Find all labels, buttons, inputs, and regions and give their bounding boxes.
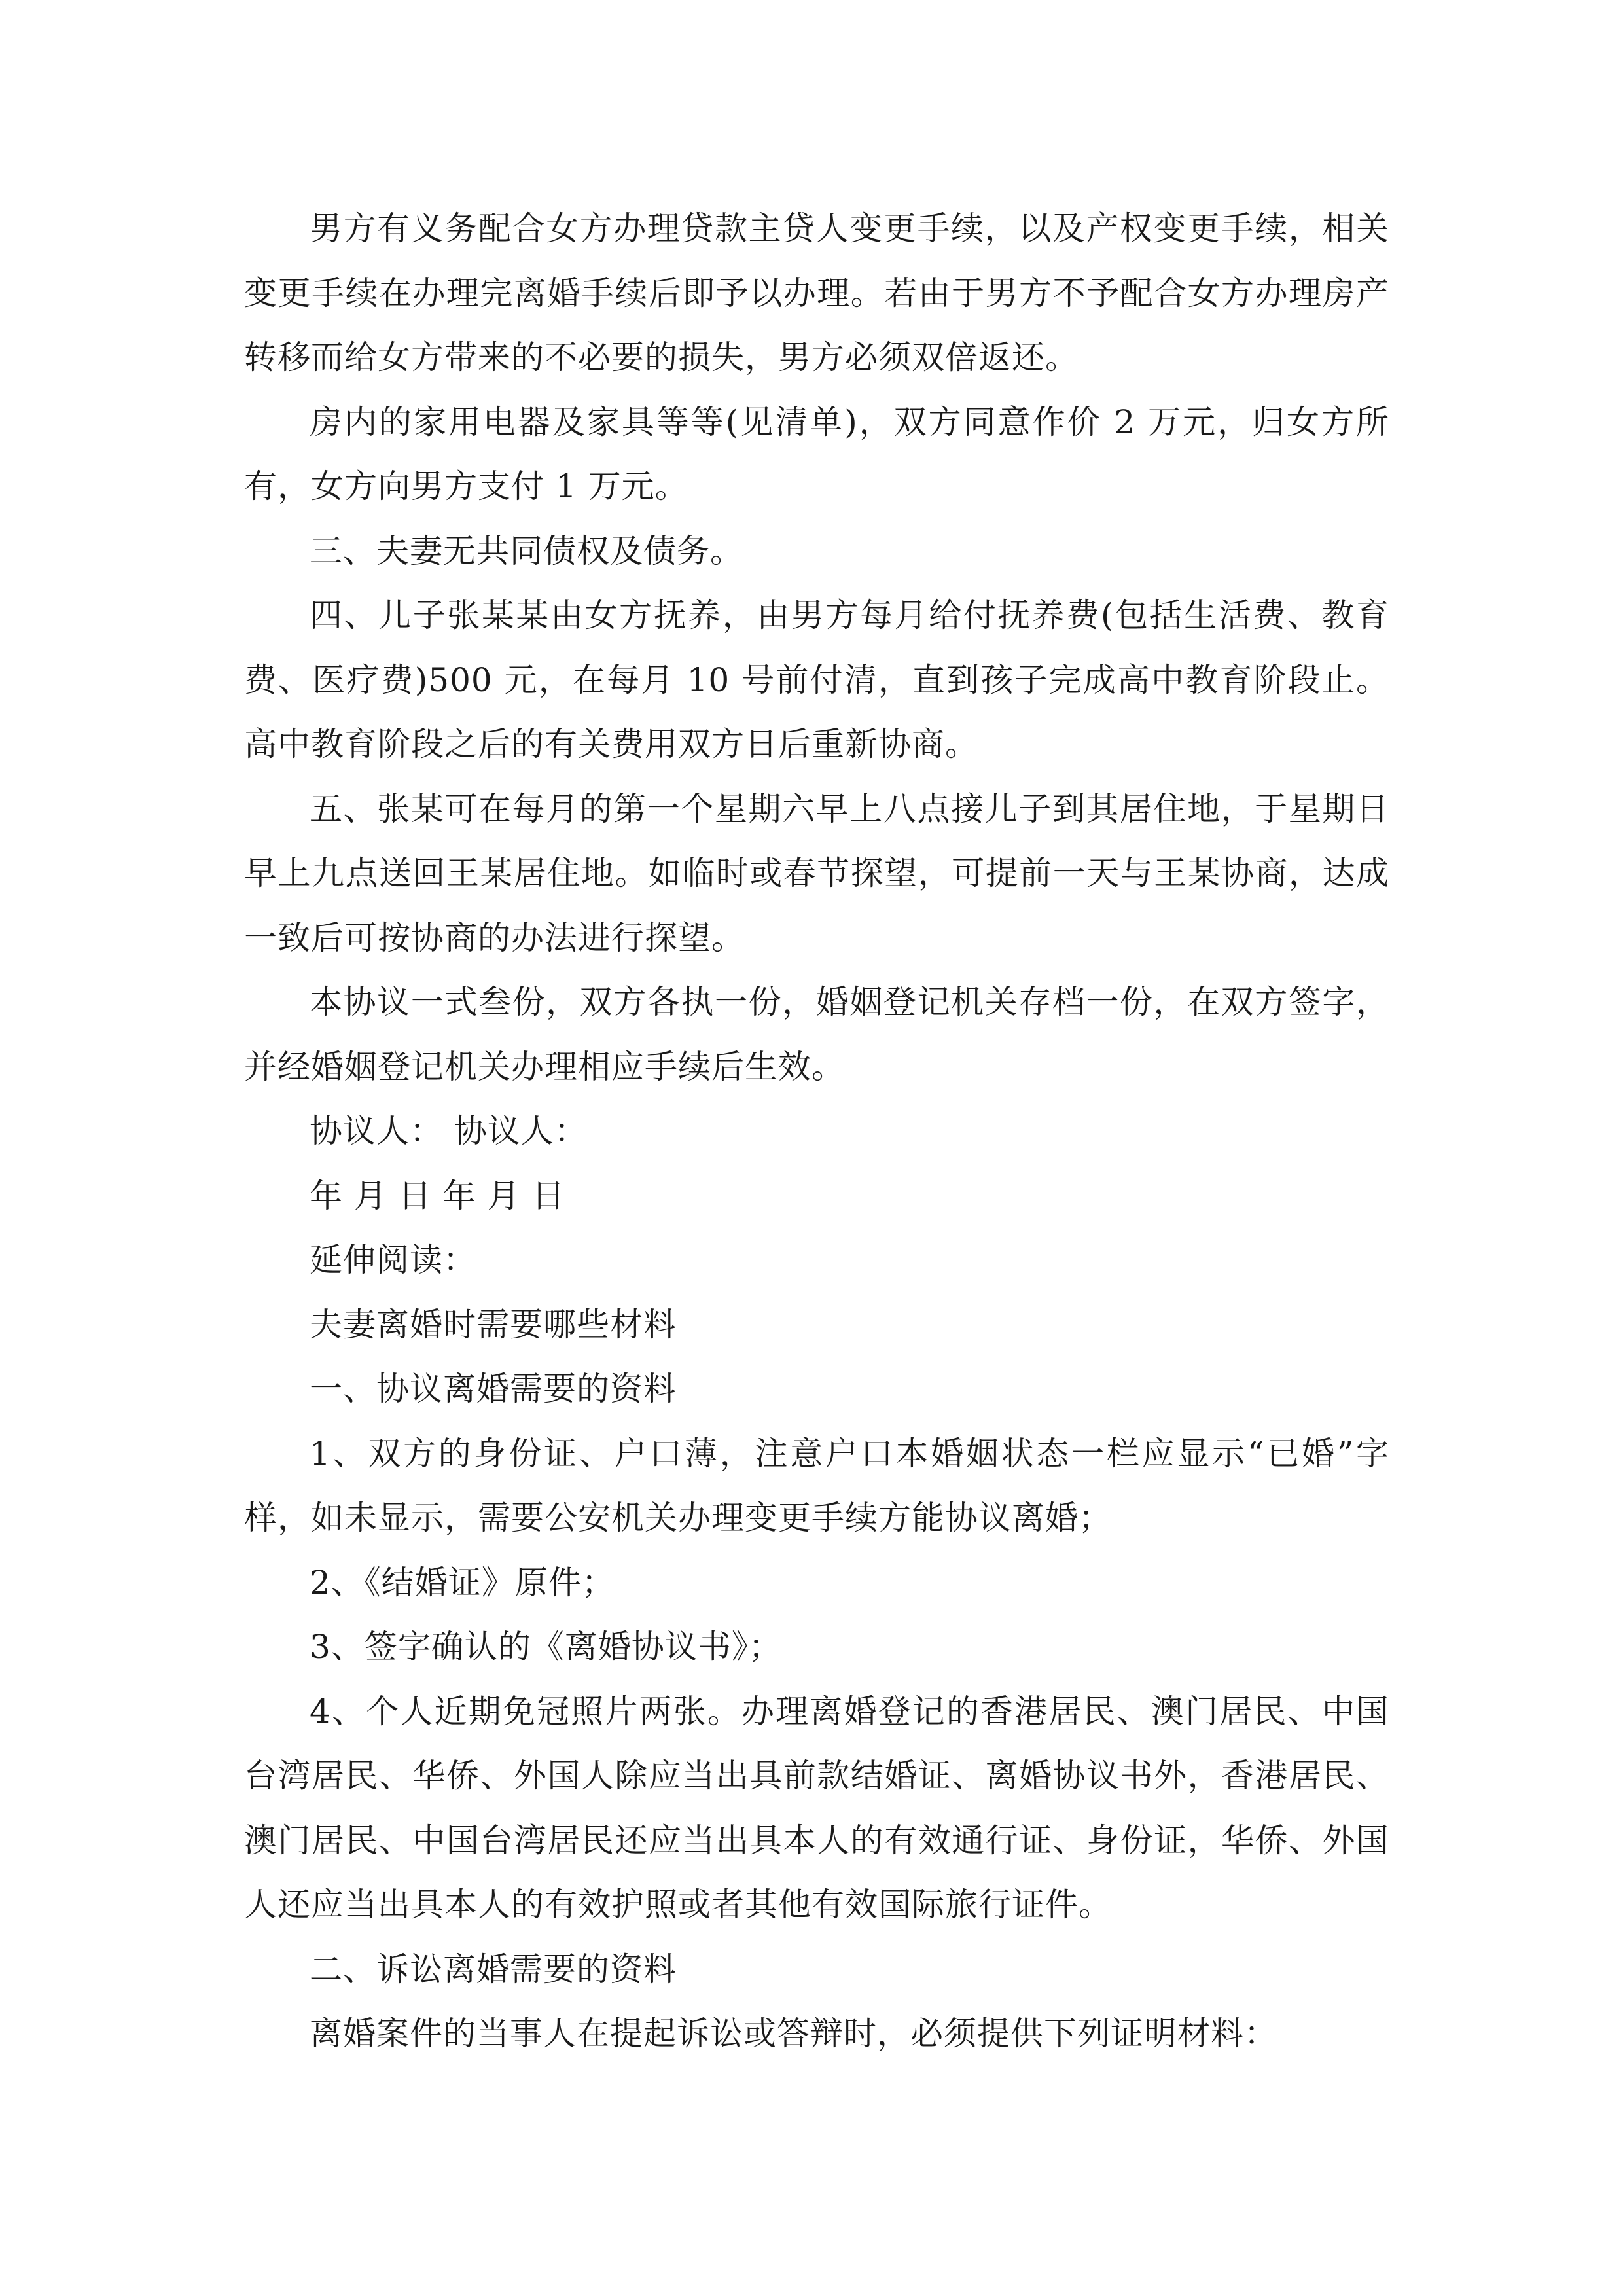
- paragraph-visitation: 五、张某可在每月的第一个星期六早上八点接儿子到其居住地，于星期日早上九点送回王某居住地。如临时或春节探望，可提前一天与王某协商，达成一致后可按协商的办法进行探望。: [244, 789, 1389, 957]
- date-line: 年 月 日 年 月 日: [310, 1176, 565, 1215]
- paragraph-litigation-materials: 离婚案件的当事人在提起诉讼或答辩时，必须提供下列证明材料：: [310, 2015, 1277, 2053]
- paragraph-appliances: 房内的家用电器及家具等等(见清单)，双方同意作价 2 万元，归女方所有，女方向男方支付 1 万元。: [244, 403, 1389, 505]
- list-item-agreement: 3、签字确认的《离婚协议书》；: [310, 1628, 782, 1666]
- paragraph-debts: 三、夫妻无共同债权及债务。: [310, 531, 743, 570]
- list-item-marriage-cert: 2、《结婚证》原件；: [310, 1563, 615, 1602]
- extended-reading-label: 延伸阅读：: [310, 1241, 476, 1279]
- paragraph-loan-transfer: 男方有义务配合女方办理贷款主贷人变更手续，以及产权变更手续，相关变更手续在办理完离婚手续后即予以办理。若由于男方不予配合女方办理房产转移而给女方带来的不必要的损失，男方必须双倍返还。: [244, 209, 1389, 376]
- heading-litigation-divorce: 二、诉讼离婚需要的资料: [310, 1950, 677, 1988]
- heading-agreement-divorce: 一、协议离婚需要的资料: [310, 1370, 677, 1408]
- document-body: [244, 196, 1389, 2066]
- signature-line: 协议人： 协议人：: [310, 1112, 588, 1150]
- paragraph-child-support: 四、儿子张某某由女方抚养，由男方每月给付抚养费(包括生活费、教育费、医疗费)500 元，在每月 10 号前付清，直到孩子完成高中教育阶段止。高中教育阶段之后的有关费用双方日后重新协商。: [244, 596, 1389, 763]
- section-title-materials: 夫妻离婚时需要哪些材料: [310, 1305, 677, 1344]
- list-item-id-cards: 1、双方的身份证、户口薄，注意户口本婚姻状态一栏应显示“已婚”字样，如未显示，需要公安机关办理变更手续方能协议离婚；: [244, 1434, 1389, 1537]
- paragraph-copies: 本协议一式叁份，双方各执一份，婚姻登记机关存档一份，在双方签字，并经婚姻登记机关办理相应手续后生效。: [244, 983, 1389, 1086]
- list-item-photos: 4、个人近期免冠照片两张。办理离婚登记的香港居民、澳门居民、中国台湾居民、华侨、外国人除应当出具前款结婚证、离婚协议书外，香港居民、澳门居民、中国台湾居民还应当出具本人的有效通行证、身份证，华侨、外国人还应当出具本人的有效护照或者其他有效国际旅行证件。: [244, 1692, 1389, 1924]
